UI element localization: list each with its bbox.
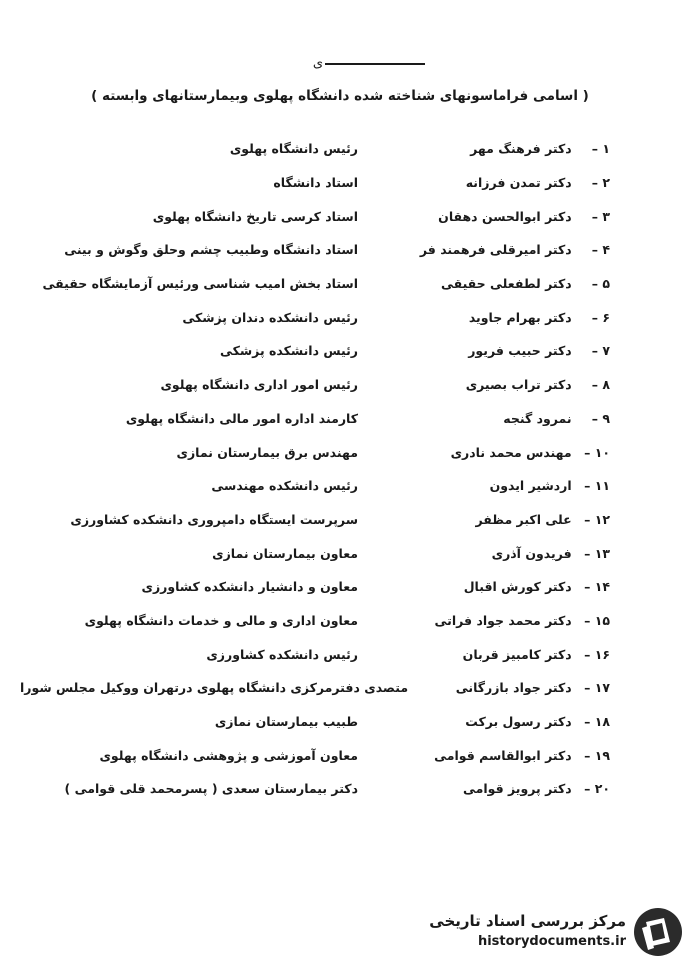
row-number: ۱۹ – — [584, 747, 610, 763]
table-row — [20, 300, 610, 334]
member-name: علی اکبر مظفر — [475, 511, 572, 527]
member-role: سرپرست ایستگاه دامپروری دانشکده کشاورزی — [70, 511, 358, 527]
member-name: مهندس محمد نادری — [450, 444, 572, 460]
member-name: فریدون آذری — [491, 545, 572, 561]
row-number: ۲۰ – — [584, 781, 610, 797]
member-role: معاون اداری و مالی و خدمات دانشگاه پهلوی — [84, 612, 358, 628]
member-role: دکتر بیمارستان سعدی ( پسرمحمد قلی قوامی ) — [64, 781, 358, 797]
member-name-cell — [370, 478, 610, 493]
row-number: ۵ – — [591, 276, 610, 292]
table-row — [20, 536, 610, 570]
watermark-text — [396, 912, 626, 949]
member-name-cell — [370, 613, 610, 628]
member-role: معاون بیمارستان نمازی — [212, 545, 358, 561]
page-mark-letter: ی — [312, 56, 324, 71]
table-row — [20, 503, 610, 537]
member-role: معاون آموزشی و پژوهشی دانشگاه پهلوی — [99, 747, 358, 763]
member-name: دکتر لطفعلی حقیقی — [440, 276, 572, 292]
member-role: استاد بخش امیب شناسی ورئیس آزمایشگاه حقیقی — [42, 276, 358, 292]
row-number: ۹ – — [591, 410, 610, 426]
table-row — [20, 199, 610, 233]
member-name-cell — [370, 175, 610, 190]
document-title: ( اسامی فراماسونهای شناخته شده دانشگاه پهلوی وبیمارستانهای وابسته ) — [91, 88, 589, 104]
table-row — [20, 368, 610, 402]
member-name: دکتر تراب بصیری — [465, 377, 572, 393]
table-row — [20, 402, 610, 436]
table-row — [20, 334, 610, 368]
document-page-mark — [290, 56, 450, 71]
member-name: دکتر کامبیز قربان — [462, 646, 572, 662]
member-name: دکتر بهرام جاوید — [468, 309, 572, 325]
member-name-cell — [370, 647, 610, 662]
member-name-cell — [370, 276, 610, 291]
member-name: دکتر محمد جواد فراتی — [434, 612, 572, 628]
table-row — [20, 604, 610, 638]
table-row — [20, 637, 610, 671]
row-number: ۴ – — [591, 242, 610, 258]
member-name: نمرود گنجه — [503, 410, 572, 426]
member-list — [20, 132, 610, 806]
member-name-cell — [370, 310, 610, 325]
row-number: ۱۳ – — [584, 545, 610, 561]
member-role: طبیب بیمارستان نمازی — [214, 714, 358, 730]
member-name: اردشیر ایدون — [489, 478, 572, 494]
member-name-cell — [370, 242, 610, 257]
member-role: رئیس دانشکده دندان پزشکی — [182, 309, 358, 325]
member-name: دکتر رسول برکت — [465, 714, 572, 730]
member-name: دکتر تمدن فرزانه — [465, 175, 572, 191]
table-row — [20, 435, 610, 469]
member-name-cell — [370, 546, 610, 561]
table-row — [20, 705, 610, 739]
member-name: دکتر جواد بازرگانی — [455, 680, 572, 696]
table-row — [20, 233, 610, 267]
table-row — [20, 166, 610, 200]
watermark-title: مرکز بررسی اسناد تاریخی — [429, 912, 626, 930]
member-name-cell — [370, 512, 610, 527]
row-number: ۱ – — [591, 141, 610, 157]
member-name-cell — [370, 781, 610, 796]
member-role: استاد دانشگاه — [273, 175, 358, 191]
member-name-cell — [370, 748, 610, 763]
member-role: رئیس دانشکده مهندسی — [211, 478, 358, 494]
member-name: دکتر حبیب فریور — [468, 343, 572, 359]
member-role: معاون و دانشیار دانشکده کشاورزی — [141, 579, 358, 595]
row-number: ۱۵ – — [584, 612, 610, 628]
member-name: دکتر امیرقلی فرهمند فر — [419, 242, 572, 258]
member-name-cell — [370, 209, 610, 224]
member-name: دکتر فرهنگ مهر — [470, 141, 572, 157]
member-role: استاد کرسی تاریخ دانشگاه پهلوی — [152, 208, 358, 224]
table-row — [20, 132, 610, 166]
member-role: استاد دانشگاه وطبیب چشم وحلق وگوش و بینی — [64, 242, 358, 258]
row-number: ۱۷ – — [584, 680, 610, 696]
table-row — [20, 267, 610, 301]
table-row — [20, 738, 610, 772]
row-number: ۶ – — [591, 309, 610, 325]
row-number: ۱۰ – — [584, 444, 610, 460]
row-number: ۲ – — [591, 175, 610, 191]
row-number: ۱۱ – — [584, 478, 610, 494]
watermark-url: historydocuments.ir — [477, 934, 626, 949]
row-number: ۱۴ – — [584, 579, 610, 595]
header-rule-left — [325, 63, 425, 65]
table-row — [20, 772, 610, 806]
row-number: ۸ – — [591, 377, 610, 393]
member-role: رئیس امور اداری دانشگاه پهلوی — [160, 377, 358, 393]
watermark — [396, 906, 686, 962]
member-role: متصدی دفترمرکزی دانشگاه پهلوی درتهران ووکیل مجلس شورا — [20, 680, 409, 696]
member-name-cell — [370, 411, 610, 426]
member-name: دکتر ابوالحسن دهقان — [438, 208, 572, 224]
member-role: کارمند اداره امور مالی دانشگاه پهلوی — [125, 410, 358, 426]
table-row — [20, 570, 610, 604]
member-name-cell — [420, 680, 610, 695]
member-name-cell — [370, 343, 610, 358]
member-role: رئیس دانشکده کشاورزی — [206, 646, 358, 662]
member-name: دکتر پرویز قوامی — [462, 781, 572, 797]
member-name-cell — [370, 714, 610, 729]
member-role: رئیس دانشکده پزشکی — [219, 343, 358, 359]
row-number: ۱۲ – — [584, 511, 610, 527]
member-name-cell — [370, 377, 610, 392]
row-number: ۱۸ – — [584, 714, 610, 730]
member-name: دکتر کورش اقبال — [463, 579, 572, 595]
row-number: ۷ – — [591, 343, 610, 359]
table-row — [20, 671, 610, 705]
table-row — [20, 469, 610, 503]
member-name-cell — [370, 141, 610, 156]
row-number: ۱۶ – — [584, 646, 610, 662]
row-number: ۳ – — [591, 208, 610, 224]
member-name: دکتر ابوالقاسم قوامی — [434, 747, 572, 763]
member-role: رئیس دانشگاه پهلوی — [229, 141, 358, 157]
member-name-cell — [370, 579, 610, 594]
member-name-cell — [370, 445, 610, 460]
document-stack-logo-icon — [632, 906, 684, 958]
member-role: مهندس برق بیمارستان نمازی — [176, 444, 358, 460]
